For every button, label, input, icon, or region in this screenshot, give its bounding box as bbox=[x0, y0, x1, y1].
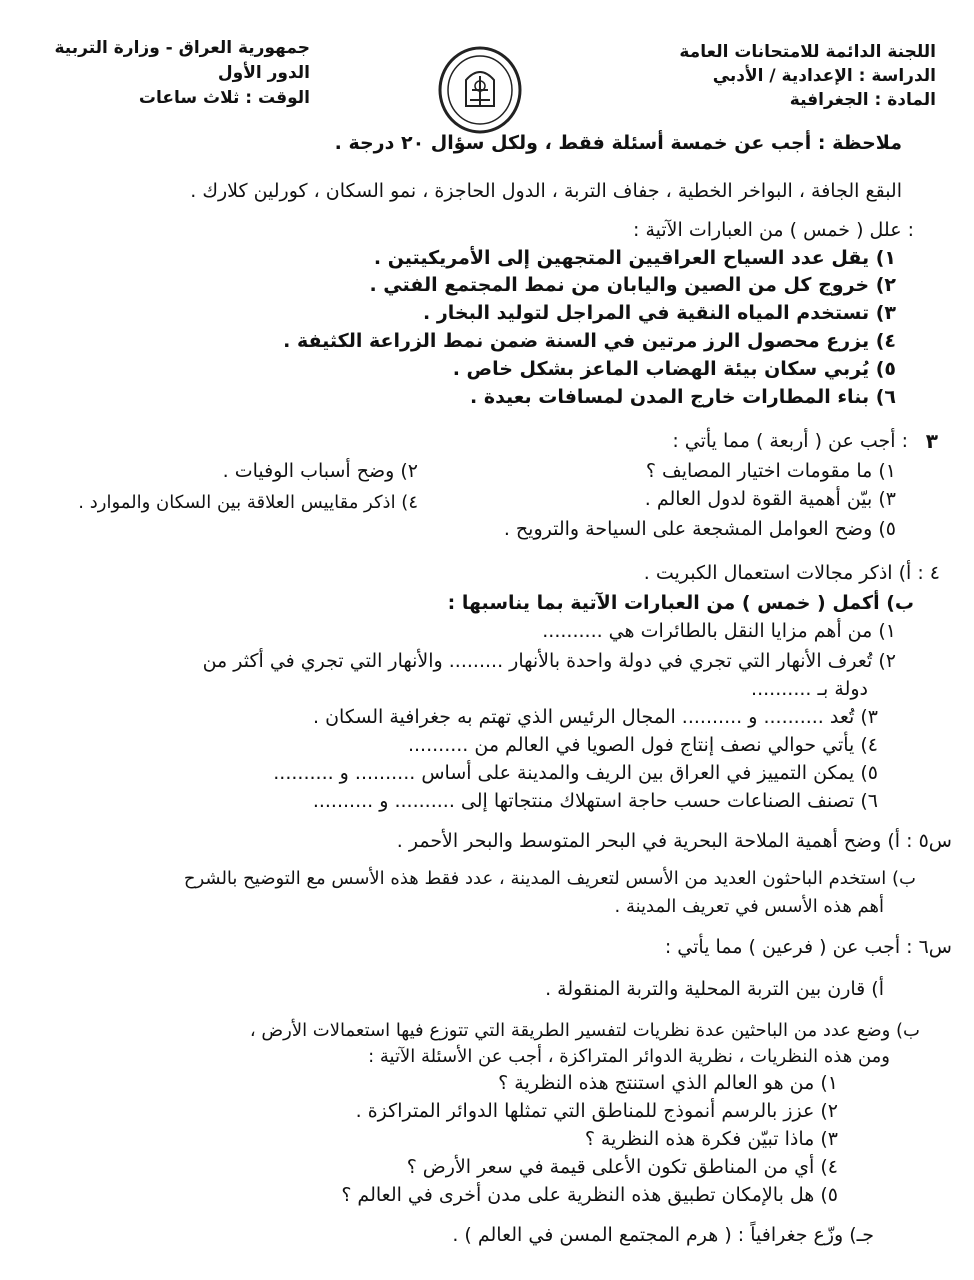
q3-item: ٥) وضح العوامل المشجعة على السياحة والترويح . bbox=[503, 518, 896, 540]
q3-title: : أجب عن ( أربعة ) مما يأتي : bbox=[672, 430, 908, 452]
q2-item: ٤) يزرع محصول الرز مرتين في السنة ضمن نمط الزراعة الكثيفة . bbox=[283, 330, 896, 352]
q2-title: : علل ( خمس ) من العبارات الآتية : bbox=[633, 219, 914, 241]
q1-terms: البقع الجافة ، البواخر الخطية ، جفاف التربة ، الدول الحاجزة ، نمو السكان ، كورلين كلارك . bbox=[190, 180, 902, 202]
q4-item: ٤) يأتي حوالي نصف إنتاج فول الصويا في العالم من .......... bbox=[407, 734, 878, 756]
q2-item: ٢) خروج كل من الصين واليابان من نمط المجتمع الفتي . bbox=[369, 274, 896, 296]
q4-item: دولة بـ .......... bbox=[751, 678, 868, 700]
header-right-line: اللجنة الدائمة للامتحانات العامة bbox=[679, 42, 936, 62]
q5-part-a: س٥ : أ) وضح أهمية الملاحة البحرية في البحر المتوسط والبحر الأحمر . bbox=[396, 830, 952, 852]
header-left-line: جمهورية العراق - وزارة التربية bbox=[54, 38, 310, 58]
q4-item: ٣) تُعد .......... و .......... المجال الرئيس الذي تهتم به جغرافية السكان . bbox=[313, 706, 878, 728]
exam-note: ملاحظة : أجب عن خمسة أسئلة فقط ، ولكل سؤال ٢٠ درجة . bbox=[334, 132, 902, 154]
q2-item: ١) يقل عدد السياح العراقيين المتجهين إلى الأمريكيتين . bbox=[373, 247, 896, 269]
q6-item: ٣) ماذا تبيّن فكرة هذه النظرية ؟ bbox=[584, 1128, 838, 1150]
q5-part-b: ب) استخدم الباحثون العديد من الأسس لتعريف المدينة ، عدد فقط هذه الأسس مع التوضيح بالشرح bbox=[183, 868, 916, 889]
q5-part-b-cont: أهم هذه الأسس في تعريف المدينة . bbox=[614, 896, 884, 917]
header-left-line: الدور الأول bbox=[217, 63, 310, 83]
ministry-seal-icon bbox=[436, 46, 524, 134]
q6-title: س٦ : أجب عن ( فرعين ) مما يأتي : bbox=[664, 936, 952, 958]
q2-item: ٦) بناء المطارات خارج المدن لمسافات بعيدة . bbox=[470, 386, 896, 408]
q4-item: ٦) تصنف الصناعات حسب حاجة استهلاك منتجاتها إلى .......... و .......... bbox=[312, 790, 878, 812]
q3-item: ٣) بيّن أهمية القوة لدول العالم . bbox=[644, 488, 896, 510]
q4-item: ١) من أهم مزايا النقل بالطائرات هي .......... bbox=[542, 620, 896, 642]
q6-part-c: جـ) وزّع جغرافياً : ( هرم المجتمع المسن في العالم ) . bbox=[452, 1224, 874, 1246]
q3-number: ٣ bbox=[925, 429, 938, 453]
q4-item: ٥) يمكن التمييز في العراق بين الريف والمدينة على أساس .......... و .......... bbox=[273, 762, 878, 784]
q3-item: ١) ما مقومات اختيار المصايف ؟ bbox=[645, 460, 896, 482]
header-ministry bbox=[54, 36, 310, 111]
q4-part-b-title: ب) أكمل ( خمس ) من العبارات الآتية بما يناسبها : bbox=[447, 592, 914, 614]
header-right-line: المادة : الجغرافية bbox=[789, 90, 936, 110]
q3-item: ٤) اذكر مقاييس العلاقة بين السكان والموارد . bbox=[78, 492, 418, 513]
q6-item: ٢) عزز بالرسم أنموذج للمناطق التي تمثلها الدوائر المتراكزة . bbox=[355, 1100, 838, 1122]
q2-item: ٥) يُربي سكان بيئة الهضاب الماعز بشكل خاص . bbox=[452, 358, 896, 380]
q6-item: ١) من هو العالم الذي استنتج هذه النظرية ؟ bbox=[498, 1072, 838, 1094]
q6-item: ٤) أي من المناطق تكون الأعلى قيمة في سعر الأرض ؟ bbox=[406, 1156, 838, 1178]
q6-part-b: ب) وضع عدد من الباحثين عدة نظريات لتفسير الطريقة التي تتوزع فيها استعمالات الأرض ، bbox=[249, 1020, 920, 1041]
q4-part-a: ٤ : أ) اذكر مجالات استعمال الكبريت . bbox=[643, 562, 940, 584]
q6-item: ٥) هل بالإمكان تطبيق هذه النظرية على مدن أخرى في العالم ؟ bbox=[341, 1184, 838, 1206]
header-left-line: الوقت : ثلاث ساعات bbox=[138, 88, 310, 108]
q3-item: ٢) وضح أسباب الوفيات . bbox=[222, 460, 418, 482]
q4-item: ٢) تُعرف الأنهار التي تجري في دولة واحدة بالأنهار ......... والأنهار التي تجري في أكثر من bbox=[202, 650, 896, 672]
q6-part-a: أ) قارن بين التربة المحلية والتربة المنقولة . bbox=[545, 978, 884, 1000]
q2-item: ٣) تستخدم المياه النقية في المراجل لتوليد البخار . bbox=[423, 302, 896, 324]
q6-part-b-cont: ومن هذه النظريات ، نظرية الدوائر المتراكزة ، أجب عن الأسئلة الآتية : bbox=[368, 1046, 890, 1067]
header-right-line: الدراسة : الإعدادية / الأدبي bbox=[712, 66, 936, 86]
header-committee bbox=[636, 40, 936, 112]
